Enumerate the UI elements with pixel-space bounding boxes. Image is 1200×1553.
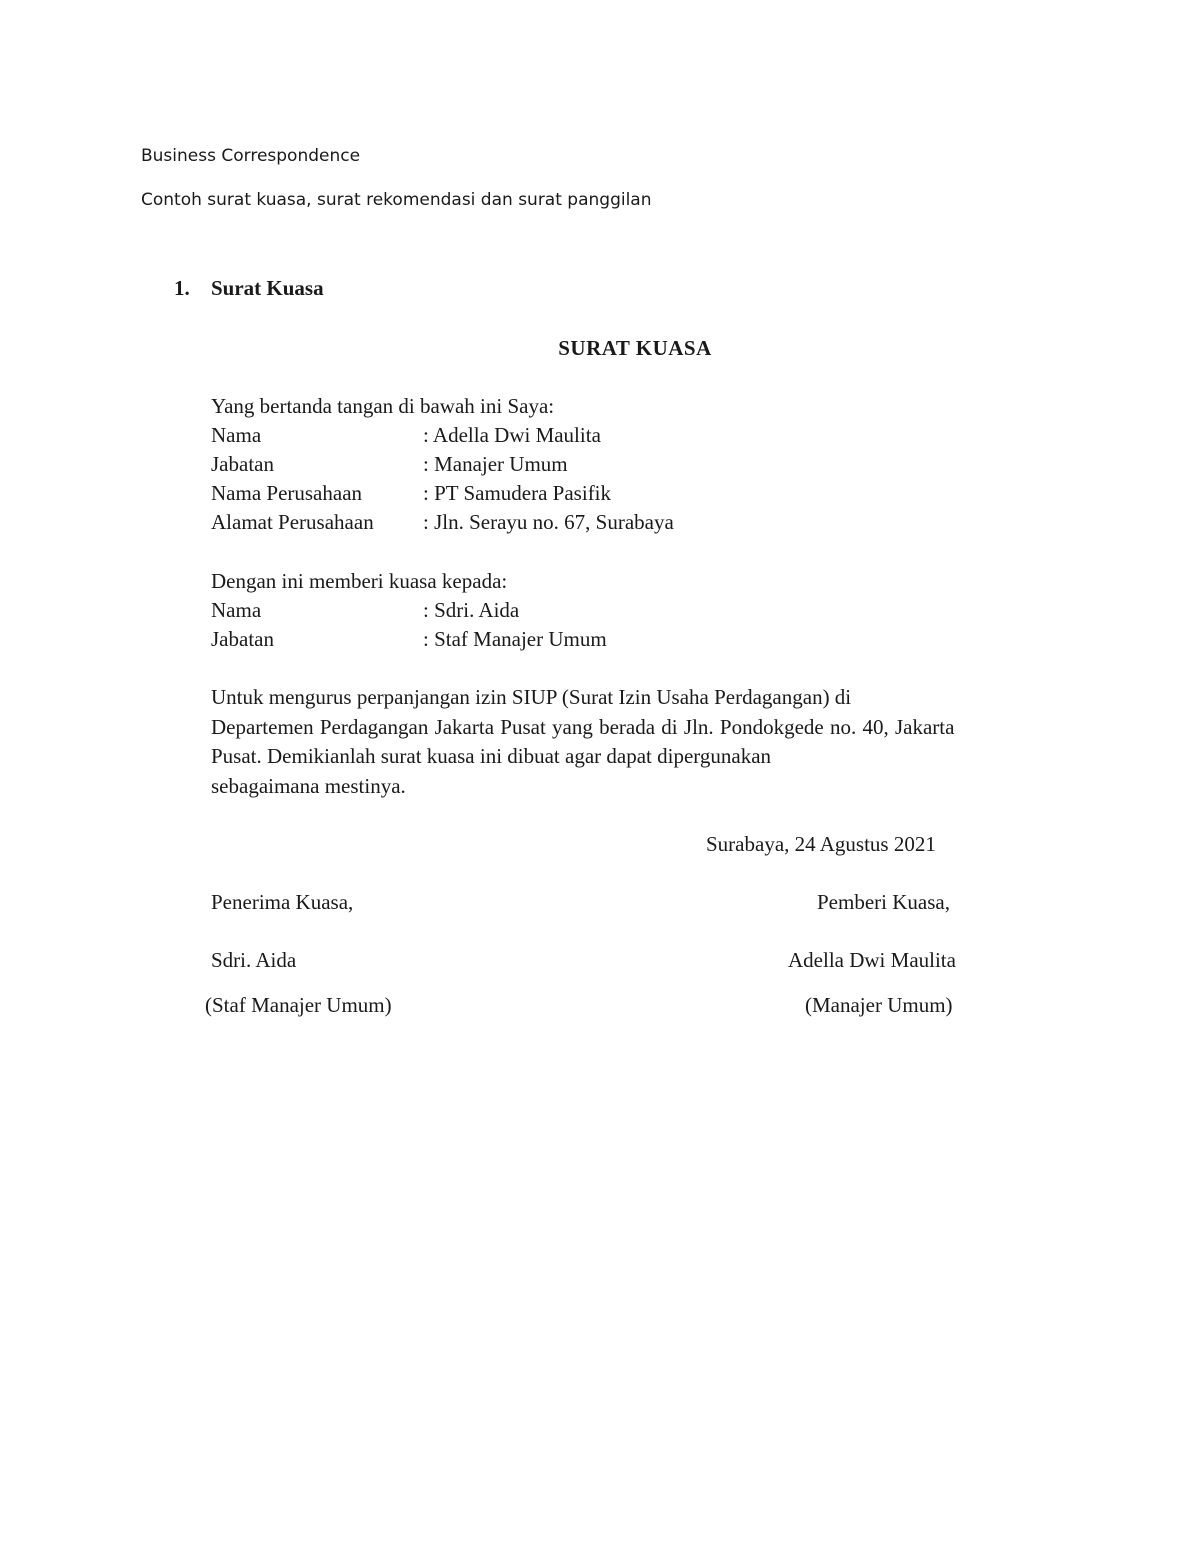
letter-intro: Yang bertanda tangan di bawah ini Saya: xyxy=(211,394,555,418)
field-value: : Manajer Umum xyxy=(423,452,568,476)
section-number: 1. xyxy=(174,276,190,300)
body-line: Pusat. Demikianlah surat kuasa ini dibuat agar dapat dipergunakan xyxy=(211,744,772,768)
grantor-row-position xyxy=(211,452,568,477)
giver-name: Adella Dwi Maulita xyxy=(788,948,956,972)
course-title: Business Correspondence xyxy=(141,146,361,166)
grantor-row-company xyxy=(211,481,611,506)
field-value: : Sdri. Aida xyxy=(423,598,520,622)
recipient-role: Penerima Kuasa, xyxy=(211,890,354,914)
recipient-position: (Staf Manajer Umum) xyxy=(205,993,392,1017)
field-label: Jabatan xyxy=(211,627,274,651)
field-label: Alamat Perusahaan xyxy=(211,510,374,534)
field-label: Nama Perusahaan xyxy=(211,481,363,505)
grantor-row-name xyxy=(211,423,601,448)
place-date: Surabaya, 24 Agustus 2021 xyxy=(706,832,936,856)
field-label: Nama xyxy=(211,598,262,622)
grant-intro: Dengan ini memberi kuasa kepada: xyxy=(211,569,508,593)
body-line: Departemen Perdagangan Jakarta Pusat yang berada di Jln. Pondokgede no. 40, Jakarta xyxy=(211,715,955,739)
giver-role: Pemberi Kuasa, xyxy=(817,890,950,914)
document-subtitle: Contoh surat kuasa, surat rekomendasi dan surat panggilan xyxy=(141,190,652,210)
body-line: sebagaimana mestinya. xyxy=(211,774,406,798)
field-value: : Staf Manajer Umum xyxy=(423,627,607,651)
section-title: Surat Kuasa xyxy=(211,276,324,300)
field-value: : Adella Dwi Maulita xyxy=(423,423,601,447)
field-label: Nama xyxy=(211,423,262,447)
body-line: Untuk mengurus perpanjangan izin SIUP (Surat Izin Usaha Perdagangan) di xyxy=(211,685,852,709)
recipient-name: Sdri. Aida xyxy=(211,948,297,972)
field-label: Jabatan xyxy=(211,452,274,476)
grantor-row-address xyxy=(211,510,674,535)
giver-position: (Manajer Umum) xyxy=(805,993,953,1017)
field-value: : PT Samudera Pasifik xyxy=(423,481,612,505)
grantee-row-position xyxy=(211,627,607,652)
field-value: : Jln. Serayu no. 67, Surabaya xyxy=(423,510,674,534)
grantee-row-name xyxy=(211,598,519,623)
letter-title: SURAT KUASA xyxy=(558,336,712,360)
